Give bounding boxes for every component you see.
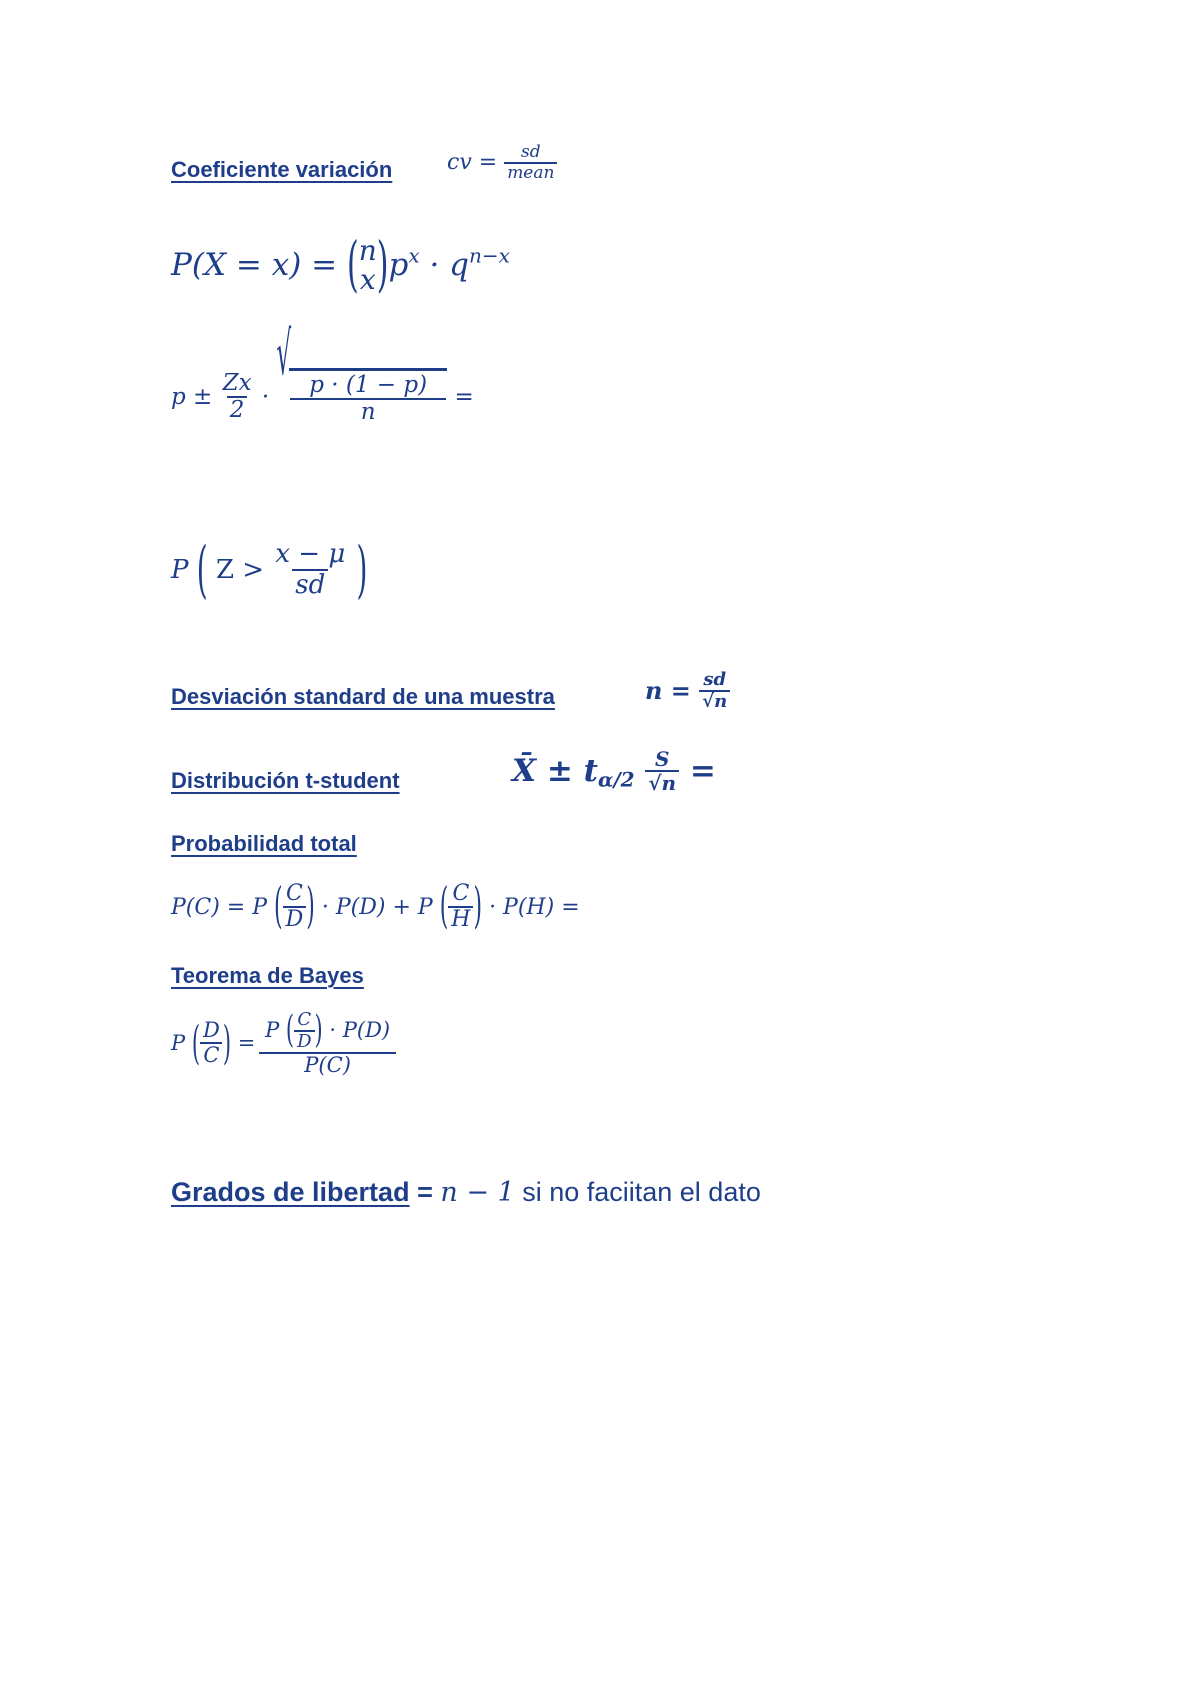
formula-tstudent: X̄ ± $t_{\alpha/2}$ $\frac{S}{√n}$ = bbox=[512, 747, 716, 795]
formula-binomial: P(X = x) = ( n x )$p^x \cdot q^{n-x}$ bbox=[171, 230, 510, 301]
formula-standard-deviation: n = $\frac{sd}{√n}$ bbox=[645, 670, 730, 712]
ci-lhs: p ± bbox=[171, 383, 213, 410]
degrees-of-freedom-title: Grados de libertad bbox=[171, 1177, 410, 1207]
cv-numerator: sd bbox=[521, 142, 541, 162]
formula-z-probability: P ( Z > $\frac{x - \mu}{sd}$ ) bbox=[171, 533, 368, 606]
heading-desviacion: Desviación standard de una muestra bbox=[171, 684, 555, 709]
formula-cv bbox=[447, 143, 557, 182]
formula-bayes: P ( $\frac{D}{C}$ ) = P ( $\frac{C}{D}$ ) · P(D) P(C) bbox=[171, 1010, 393, 1077]
ci-square-root: √ $\frac{p \cdot (1 - p)}{n}$ bbox=[277, 368, 448, 426]
cv-fraction bbox=[504, 143, 557, 182]
binomial-coefficient: n x bbox=[358, 234, 377, 297]
heading-prob-total: Probabilidad total bbox=[171, 831, 357, 856]
cv-denominator: mean bbox=[504, 162, 557, 183]
heading-tstudent: Distribución t-student bbox=[171, 768, 400, 793]
formula-total-probability: P(C) = P ( $\frac{C}{D}$ ) · P(D) + P ( $\frac{C}{H}$ ) · P(H) = bbox=[171, 879, 580, 935]
bayes-fraction: P ( $\frac{C}{D}$ ) · P(D) P(C) bbox=[262, 1010, 393, 1077]
ci-fraction: $\frac{Zx}{2}$ bbox=[222, 369, 252, 423]
heading-cv: Coeficiente variación bbox=[171, 157, 393, 182]
heading-bayes: Teorema de Bayes bbox=[171, 963, 364, 988]
binomial-lhs: P(X = x) = bbox=[171, 247, 338, 284]
degrees-of-freedom-line: Grados de libertad = n − 1 si no faciitan el dato bbox=[171, 1177, 761, 1208]
cv-lhs: cv = bbox=[447, 150, 498, 176]
formula-confidence-interval: p ± $\frac{Zx}{2}$ · √ $\frac{p \cdot (1 - p)}{n}$ = bbox=[171, 321, 474, 426]
z-fraction: $\frac{x - \mu}{sd}$ bbox=[275, 539, 346, 600]
